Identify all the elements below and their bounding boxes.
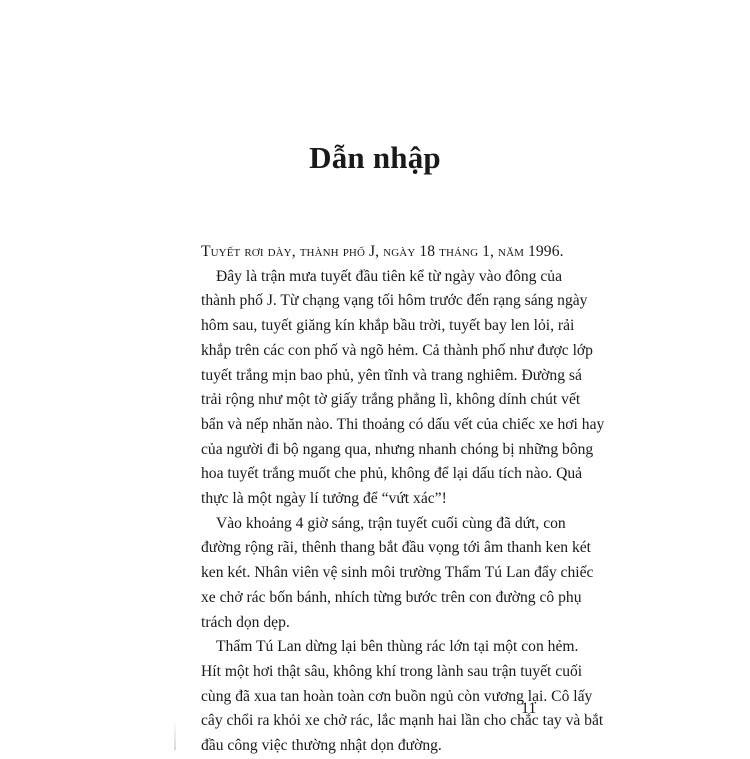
text-line: khắp trên các con phố và ngõ hẻm. Cả thành phố như được lớp — [201, 341, 593, 359]
text-line: Vào khoảng 4 giờ sáng, trận tuyết cuối cùng đã dứt, con — [216, 514, 566, 532]
text-line: cùng đã xua tan hoàn toàn cơn buồn ngủ còn vương lại. Cô lấy — [201, 687, 593, 705]
page-crease — [174, 720, 176, 750]
paragraph — [201, 265, 605, 512]
text-line: bẩn và nếp nhăn nào. Thi thoảng có dấu vết của chiếc xe hơi hay — [201, 415, 605, 433]
text-line: xe chở rác bốn bánh, nhích từng bước trên con đường cô phụ — [201, 588, 582, 606]
paragraph — [201, 635, 604, 759]
text-line: trách dọn dẹp. — [201, 613, 290, 631]
text-line: đường rộng rãi, thênh thang bắt đầu vọng tới âm thanh ken két — [201, 539, 592, 557]
text-line: tuyết trắng mịn bao phủ, yên tĩnh và trang nghiêm. Đường sá — [201, 366, 582, 384]
text-line: ken két. Nhân viên vệ sinh môi trường Thẩm Tú Lan đẩy chiếc — [201, 564, 594, 582]
chapter-title: Dẫn nhập — [309, 140, 441, 175]
text-line: hoa tuyết trắng muốt che phủ, không để lại dấu tích nào. Quả — [201, 465, 583, 483]
text-line: hôm sau, tuyết giăng kín khắp bầu trời, tuyết bay len lỏi, rải — [201, 317, 575, 335]
text-line: Hít một hơi thật sâu, không khí trong lành sau trận tuyết cuối — [201, 662, 583, 680]
text-line: Tuyết rơi dày, thành phố J, ngày 18 tháng 1, năm 1996. — [201, 243, 564, 260]
text-line: Đây là trận mưa tuyết đầu tiên kể từ ngày vào đông của — [216, 267, 562, 285]
paragraph-dateline — [201, 240, 564, 265]
text-line: Thẩm Tú Lan dừng lại bên thùng rác lớn tại một con hẻm. — [216, 638, 579, 656]
text-line: thực là một ngày lí tưởng để “vứt xác”! — [201, 490, 447, 508]
chapter-body — [201, 240, 605, 759]
text-line: của người đi bộ ngang qua, nhưng nhanh chóng bị những bông — [201, 440, 594, 458]
text-line: thành phố J. Từ chạng vạng tối hôm trước đến rạng sáng ngày — [201, 292, 588, 310]
text-line: trải rộng như một tờ giấy trắng phẳng lì, không dính chút vết — [201, 391, 581, 409]
page-number: 11 — [521, 700, 537, 717]
text-line: đầu công việc thường nhật dọn đường. — [201, 737, 442, 755]
text-line: cây chổi ra khỏi xe chở rác, lắc mạnh hai lần cho chắc tay và bắt — [201, 712, 604, 730]
paragraph — [201, 512, 594, 636]
